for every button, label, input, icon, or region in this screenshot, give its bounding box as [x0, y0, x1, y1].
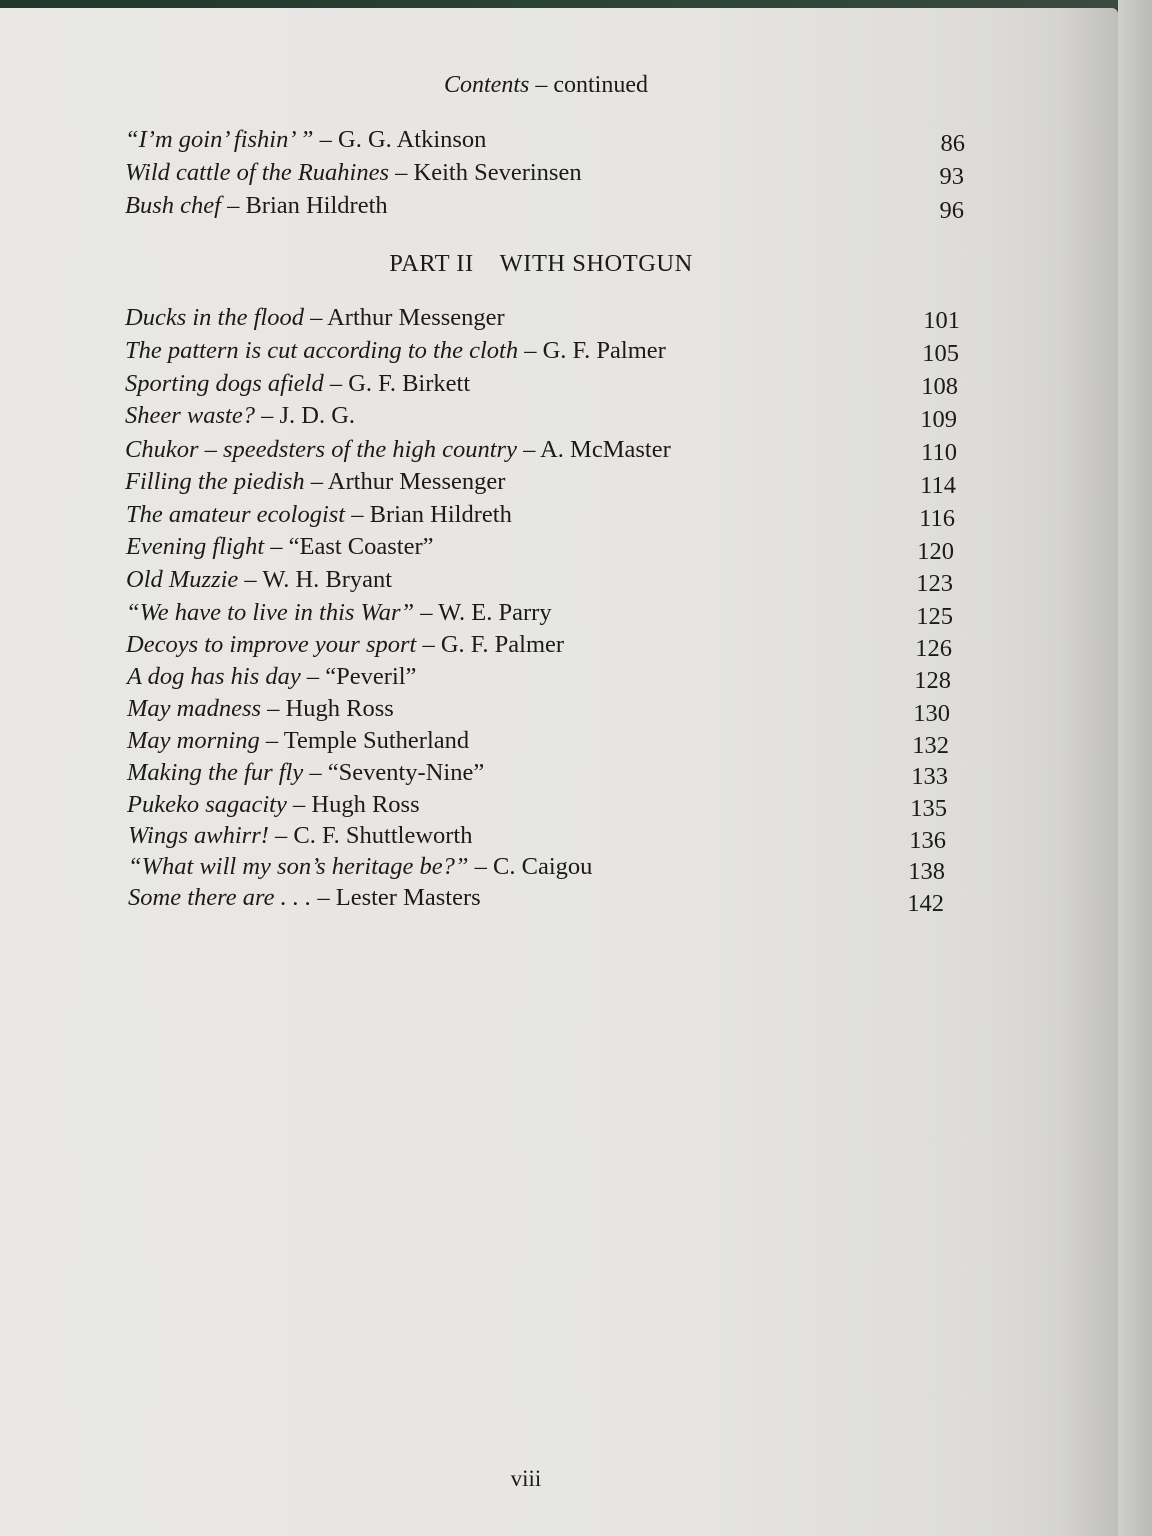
toc-entry-title: Wild cattle of the Ruahines: [125, 159, 390, 186]
toc-entry-author: – G. F. Birkett: [323, 370, 471, 397]
toc-entry-title: Filling the piedish: [125, 468, 305, 495]
toc-entry-page: 101: [923, 307, 960, 334]
toc-entry-author: – Hugh Ross: [261, 695, 394, 722]
toc-entry-author: – W. E. Parry: [414, 599, 552, 626]
toc-entry-author: – “Peveril”: [300, 663, 417, 690]
toc-entry-author: – J. D. G.: [254, 402, 356, 429]
toc-entry: [125, 335, 666, 367]
toc-entry: [125, 400, 355, 432]
toc-entry-author: – A. McMaster: [516, 436, 671, 463]
toc-entry: [127, 693, 394, 725]
toc-entry-title: Bush chef: [125, 192, 221, 219]
toc-entry-author: – Keith Severinsen: [389, 159, 582, 186]
toc-entry: [126, 564, 392, 596]
toc-entry-author: – Temple Sutherland: [259, 727, 470, 754]
toc-entry: [125, 190, 388, 222]
toc-entry: [125, 302, 505, 334]
page-folio: viii: [510, 1466, 542, 1491]
toc-entry-title: “We have to live in this War”: [126, 599, 415, 626]
toc-entry-title: Making the fur fly: [127, 759, 304, 786]
toc-entry: [127, 725, 469, 757]
toc-entry-title: Pukeko sagacity: [127, 791, 287, 818]
toc-entry-title: A dog has his day: [127, 663, 301, 690]
adjacent-page-edge: [1118, 0, 1152, 1536]
toc-entry-page: 126: [915, 635, 952, 662]
toc-entry-title: Sheer waste?: [125, 402, 255, 429]
toc-entry-page: 135: [910, 795, 947, 822]
toc-entry-author: – Arthur Messenger: [304, 468, 506, 495]
toc-entry-author: – Brian Hildreth: [345, 501, 512, 528]
toc-entry-page: 132: [912, 732, 949, 759]
toc-entry: [125, 434, 671, 466]
toc-entry: [125, 368, 470, 400]
toc-entry-page: 142: [907, 890, 944, 917]
toc-entry: [125, 157, 582, 189]
part-heading: PART II WITH SHOTGUN: [389, 250, 693, 277]
toc-entry: [126, 597, 552, 629]
toc-entry: [125, 466, 505, 498]
toc-entry-page: 96: [939, 197, 964, 224]
toc-entry-page: 110: [921, 439, 957, 466]
toc-entry: [125, 124, 486, 156]
toc-entry-page: 105: [922, 340, 959, 367]
toc-entry-page: 138: [908, 858, 945, 885]
toc-entry-author: – G. G. Atkinson: [313, 126, 487, 153]
toc-entry-author: – Lester Masters: [311, 884, 481, 911]
toc-entry: [128, 820, 473, 852]
toc-entry-title: Evening flight: [126, 533, 265, 560]
toc-entry-page: 128: [914, 667, 951, 694]
toc-entry-page: 125: [916, 603, 953, 630]
toc-entry-title: “I’m goin’ fishin’ ”: [125, 126, 314, 153]
toc-entry-title: Old Muzzie: [126, 566, 239, 593]
toc-entry-author: – Hugh Ross: [286, 791, 420, 818]
toc-entry-author: – G. F. Palmer: [518, 337, 666, 364]
toc-entry-page: 133: [911, 763, 948, 790]
toc-entry-author: – W. H. Bryant: [238, 566, 393, 593]
toc-entry-page: 120: [917, 538, 954, 565]
toc-entry: [128, 882, 481, 914]
continued-label: – continued: [529, 72, 648, 98]
toc-entry: [128, 851, 592, 883]
contents-label: Contents: [444, 72, 530, 98]
toc-entry: [126, 531, 434, 563]
toc-entry-page: 123: [916, 570, 953, 597]
toc-entry-author: – “Seventy-Nine”: [303, 759, 485, 786]
toc-entry-author: – Brian Hildreth: [220, 192, 388, 219]
toc-entry-title: “What will my son’s heritage be?”: [128, 853, 469, 880]
toc-entry-page: 108: [921, 373, 958, 400]
toc-entry-page: 116: [919, 505, 955, 532]
toc-entry: [127, 789, 420, 821]
toc-entry: [126, 629, 564, 661]
toc-entry-title: Decoys to improve your sport: [126, 631, 417, 658]
toc-entry-title: Sporting dogs afield: [125, 370, 324, 397]
toc-entry-page: 93: [939, 163, 964, 190]
toc-entry-page: 109: [920, 406, 957, 433]
toc-entry-title: Ducks in the flood: [125, 304, 304, 331]
toc-entry: [127, 757, 484, 789]
toc-entry-author: – C. F. Shuttleworth: [268, 822, 473, 849]
toc-entry-page: 130: [913, 700, 950, 727]
toc-entry-author: – “East Coaster”: [264, 533, 434, 560]
toc-entry-page: 136: [909, 827, 946, 854]
toc-entry-author: – G. F. Palmer: [416, 631, 565, 658]
toc-entry-title: The pattern is cut according to the cloth: [125, 337, 519, 364]
toc-entry-title: May morning: [127, 727, 260, 754]
toc-entry-page: 86: [940, 130, 965, 157]
toc-entry-title: The amateur ecologist: [126, 501, 346, 528]
toc-entry-title: Chukor – speedsters of the high country: [125, 436, 517, 463]
toc-entry-title: Wings awhirr!: [128, 822, 269, 849]
toc-entry: [127, 661, 416, 693]
toc-entry-title: May madness: [127, 695, 262, 722]
toc-entry-title: Some there are . . .: [128, 884, 312, 911]
toc-entry-author: – C. Caigou: [468, 853, 593, 880]
toc-entry-page: 114: [920, 472, 956, 499]
toc-entry: [126, 499, 512, 531]
toc-entry-author: – Arthur Messenger: [303, 304, 505, 331]
